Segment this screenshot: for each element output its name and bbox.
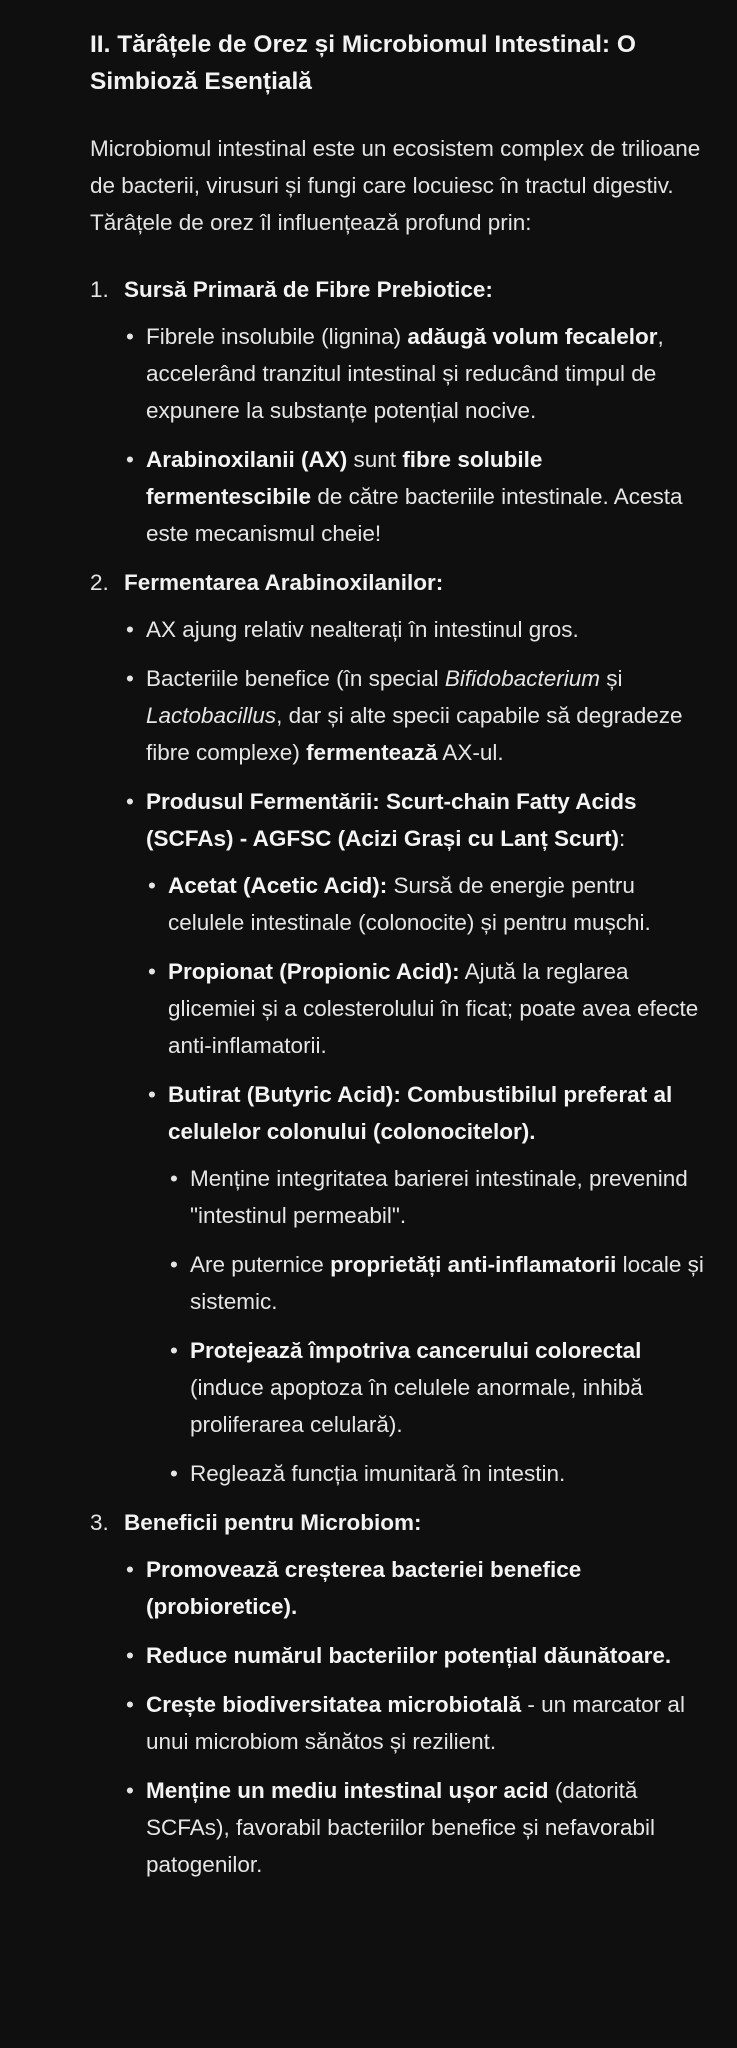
section-heading: Beneficii pentru Microbiom:: [124, 1510, 422, 1535]
list-number: 1.: [90, 277, 109, 302]
bullet-item: [146, 1076, 709, 1492]
bullet-icon: •: [170, 1166, 178, 1191]
bold-run: Crește biodiversitatea microbiotală: [146, 1692, 522, 1717]
text-run: Ajută la reglarea glicemiei și a colesterolului în ficat; poate avea efecte anti-inflamatorii.: [168, 959, 699, 1058]
sub-list: [124, 1551, 709, 1883]
bullet-icon: •: [126, 324, 134, 349]
text-run: Reglează funcția imunitară în intestin.: [190, 1461, 566, 1486]
section-heading: Sursă Primară de Fibre Prebiotice:: [124, 277, 493, 302]
text-run: Fibrele insolubile (lignina): [146, 324, 408, 349]
text-run: (induce apoptoza în celulele anormale, inhibă proliferarea celulară).: [190, 1375, 643, 1437]
bullet-icon: •: [126, 1778, 134, 1803]
bold-run: fermentează: [306, 740, 438, 765]
text-run: sunt: [347, 447, 403, 472]
bullet-icon: •: [170, 1252, 178, 1277]
list-number: 2.: [90, 570, 109, 595]
bold-run: Menține un mediu intestinal ușor acid: [146, 1778, 549, 1803]
bullet-item: [124, 660, 709, 771]
bullet-item: [146, 867, 709, 941]
sub-list: [124, 318, 709, 552]
bullet-icon: •: [148, 873, 156, 898]
sub-list: [168, 1160, 709, 1492]
bullet-icon: •: [170, 1338, 178, 1363]
bullet-icon: •: [126, 617, 134, 642]
bold-run: Propionat (Propionic Acid):: [168, 959, 460, 984]
list-number: 3.: [90, 1510, 109, 1535]
bullet-item: [124, 1686, 709, 1760]
bullet-icon: •: [126, 789, 134, 814]
text-run: Are puternice: [190, 1252, 331, 1277]
text-run: Menține integritatea barierei intestinale, prevenind "intestinul permeabil".: [190, 1166, 688, 1228]
bullet-item: [168, 1455, 709, 1492]
bullet-item: [124, 441, 709, 552]
text-run: AX ajung relativ nealterați în intestinul gros.: [146, 617, 579, 642]
sub-list: [146, 867, 709, 1492]
text-run: Bacteriile benefice (în special: [146, 666, 445, 691]
text-run: , accelerând tranzitul intestinal și reducând timpul de expunere la substanțe potențial nocive.: [146, 324, 664, 423]
list-item-2: [90, 564, 709, 1492]
bold-run: fibre solubile fermentescibile: [146, 447, 543, 509]
bold-run: adăugă volum fecalelor: [407, 324, 658, 349]
bullet-icon: •: [126, 1643, 134, 1668]
text-run: AX-ul.: [437, 740, 504, 765]
bullet-icon: •: [126, 447, 134, 472]
list-item-3: [90, 1504, 709, 1883]
bullet-icon: •: [148, 959, 156, 984]
bullet-icon: •: [126, 1692, 134, 1717]
bold-run: Arabinoxilanii (AX): [146, 447, 348, 472]
bold-run: Reduce numărul bacteriilor potențial dăunătoare.: [146, 1643, 672, 1668]
intro-paragraph: Microbiomul intestinal este un ecosistem complex de trilioane de bacterii, virusuri și fungi care locuiesc în tractul digestiv. Tărâțele de orez îl influențează profund prin:: [90, 136, 701, 235]
bullet-item: [124, 783, 709, 1492]
bold-run: Produsul Fermentării: Scurt-chain Fatty Acids (SCFAs) - AGFSC (Acizi Grași cu Lanț Scurt): [146, 789, 637, 851]
text-run: - un marcator al unui microbiom sănătos și rezilient.: [146, 1692, 685, 1754]
section-title: II. Tărâțele de Orez și Microbiomul Intestinal: O Simbioză Esențială: [90, 31, 636, 95]
list-item-1: [90, 271, 709, 552]
italic-run: Lactobacillus: [146, 703, 277, 728]
bullet-icon: •: [126, 1557, 134, 1582]
bullet-item: [124, 318, 709, 429]
text-run: , dar și alte specii capabile să degradeze fibre complexe): [146, 703, 683, 765]
bullet-item: [124, 1772, 709, 1883]
main-list: [90, 271, 709, 1883]
bold-run: Acetat (Acetic Acid):: [168, 873, 388, 898]
text-run: și: [599, 666, 623, 691]
bullet-icon: •: [148, 1082, 156, 1107]
text-run: Sursă de energie pentru celulele intestinale (colonocite) și pentru mușchi.: [168, 873, 651, 935]
bullet-item: [146, 953, 709, 1064]
italic-run: Bifidobacterium: [444, 666, 600, 691]
text-run: (datorită SCFAs), favorabil bacteriilor benefice și nefavorabil patogenilor.: [146, 1778, 655, 1877]
bullet-item: [124, 611, 709, 648]
text-run: locale și sistemic.: [190, 1252, 704, 1314]
bullet-item: [124, 1637, 709, 1674]
bullet-item: [168, 1332, 709, 1443]
bullet-item: [168, 1160, 709, 1234]
bold-run: Protejează împotriva cancerului colorectal: [190, 1338, 642, 1363]
bold-run: Butirat (Butyric Acid): Combustibilul preferat al celulelor colonului (colonocitelor).: [168, 1082, 673, 1144]
bullet-item: [168, 1246, 709, 1320]
sub-list: [124, 611, 709, 1492]
section-heading: Fermentarea Arabinoxilanilor:: [124, 570, 444, 595]
text-run: de către bacteriile intestinale. Acesta este mecanismul cheie!: [146, 484, 683, 546]
text-run: :: [618, 826, 626, 851]
bold-run: Promovează creșterea bacteriei benefice (probioretice).: [146, 1557, 582, 1619]
bold-run: proprietăți anti-inflamatorii: [330, 1252, 617, 1277]
bullet-icon: •: [126, 666, 134, 691]
bullet-icon: •: [170, 1461, 178, 1486]
bullet-item: [124, 1551, 709, 1625]
